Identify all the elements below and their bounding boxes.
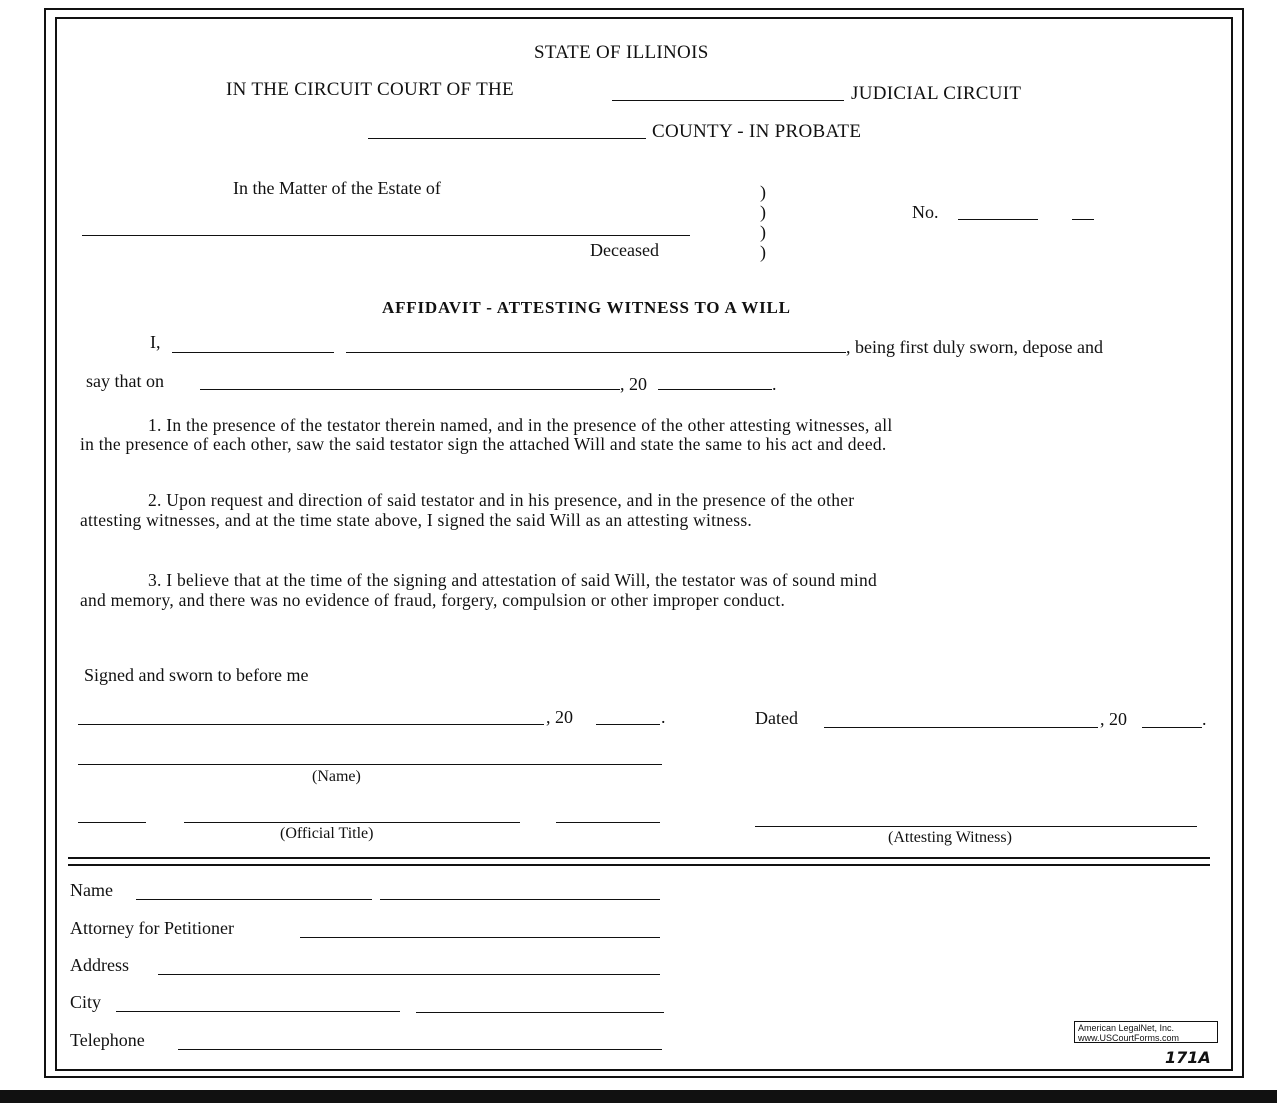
- attorney-name-field-part-1[interactable]: [136, 899, 372, 900]
- notary-year-field[interactable]: [596, 724, 660, 725]
- affiant-last-name-field[interactable]: [346, 352, 846, 353]
- scan-edge-bar: [0, 1090, 1277, 1103]
- duly-sworn-text: , being first duly sworn, depose and: [846, 337, 1103, 357]
- attorney-name-label: Name: [70, 880, 113, 900]
- caption-paren-1: ): [760, 182, 766, 202]
- judicial-circuit-label: JUDICIAL CIRCUIT: [851, 83, 1022, 104]
- caption-paren-2: ): [760, 202, 766, 222]
- attorney-for-petitioner-label: Attorney for Petitioner: [70, 918, 234, 938]
- county-probate-label: COUNTY - IN PROBATE: [652, 121, 862, 142]
- telephone-field[interactable]: [178, 1049, 662, 1050]
- city-field-part-1[interactable]: [116, 1011, 400, 1012]
- affidavit-title: AFFIDAVIT - ATTESTING WITNESS TO A WILL: [382, 298, 791, 317]
- telephone-label: Telephone: [70, 1030, 145, 1050]
- paragraph-3-line-1: 3. I believe that at the time of the signing and attestation of said Will, the testator was of sound mind: [148, 570, 877, 590]
- official-title-caption: (Official Title): [280, 825, 374, 842]
- caption-paren-3: ): [760, 222, 766, 242]
- signed-sworn-label: Signed and sworn to before me: [84, 665, 309, 685]
- paragraph-2-line-2: attesting witnesses, and at the time state above, I signed the said Will as an attesting witness.: [80, 510, 753, 530]
- case-number-field[interactable]: [958, 219, 1038, 220]
- dated-field[interactable]: [824, 727, 1098, 728]
- address-field[interactable]: [158, 974, 660, 975]
- divider-rule-bottom: [68, 864, 1210, 866]
- state-heading: STATE OF ILLINOIS: [534, 42, 709, 63]
- decedent-name-field[interactable]: [82, 235, 690, 236]
- case-number-label: No.: [912, 202, 939, 222]
- city-label: City: [70, 992, 102, 1012]
- circuit-court-label: IN THE CIRCUIT COURT OF THE: [226, 79, 514, 100]
- publisher-name: American LegalNet, Inc.: [1078, 1023, 1175, 1033]
- estate-matter-label: In the Matter of the Estate of: [233, 178, 441, 198]
- official-title-field-part-1[interactable]: [78, 822, 146, 823]
- city-field-part-2[interactable]: [416, 1012, 664, 1013]
- deceased-label: Deceased: [590, 240, 659, 260]
- notary-year-prefix: , 20: [546, 707, 573, 727]
- attorney-name-field-part-2[interactable]: [380, 899, 660, 900]
- paragraph-1-line-2: in the presence of each other, saw the said testator sign the attached Will and state the same to his act and deed.: [80, 434, 887, 454]
- official-title-field-part-3[interactable]: [556, 822, 660, 823]
- caption-paren-4: ): [760, 242, 766, 262]
- attesting-witness-signature-field[interactable]: [755, 826, 1197, 827]
- signing-year-field[interactable]: [658, 389, 772, 390]
- dated-year-prefix: , 20: [1100, 709, 1127, 729]
- address-label: Address: [70, 955, 129, 975]
- intro-period: .: [772, 374, 777, 394]
- attesting-witness-caption: (Attesting Witness): [888, 829, 1012, 846]
- divider-rule-top: [68, 857, 1210, 859]
- dated-label: Dated: [755, 708, 798, 728]
- affiant-i-label: I,: [150, 332, 161, 352]
- official-title-field-part-2[interactable]: [184, 822, 520, 823]
- signing-date-field[interactable]: [200, 389, 620, 390]
- notary-name-field[interactable]: [78, 764, 662, 765]
- dated-year-field[interactable]: [1142, 727, 1202, 728]
- attorney-for-petitioner-field[interactable]: [300, 937, 660, 938]
- year-prefix: , 20: [620, 374, 647, 394]
- circuit-number-field[interactable]: [612, 100, 844, 101]
- form-number: 171A: [1165, 1048, 1211, 1067]
- paragraph-1-line-1: 1. In the presence of the testator therein named, and in the presence of the other attesting witnesses, all: [148, 415, 893, 435]
- county-field[interactable]: [368, 138, 646, 139]
- say-that-on-label: say that on: [86, 371, 164, 391]
- notary-date-field[interactable]: [78, 724, 544, 725]
- case-number-suffix-field[interactable]: [1072, 219, 1094, 220]
- inner-border: [55, 17, 1233, 1071]
- publisher-url: www.USCourtForms.com: [1078, 1033, 1180, 1043]
- paragraph-2-line-1: 2. Upon request and direction of said testator and in his presence, and in the presence of the other: [148, 490, 855, 510]
- name-caption: (Name): [312, 768, 361, 785]
- paragraph-3-line-2: and memory, and there was no evidence of fraud, forgery, compulsion or other improper conduct.: [80, 590, 786, 610]
- affiant-first-name-field[interactable]: [172, 352, 334, 353]
- publisher-stamp: [1074, 1021, 1218, 1043]
- dated-period: .: [1202, 709, 1207, 729]
- notary-period: .: [661, 707, 666, 727]
